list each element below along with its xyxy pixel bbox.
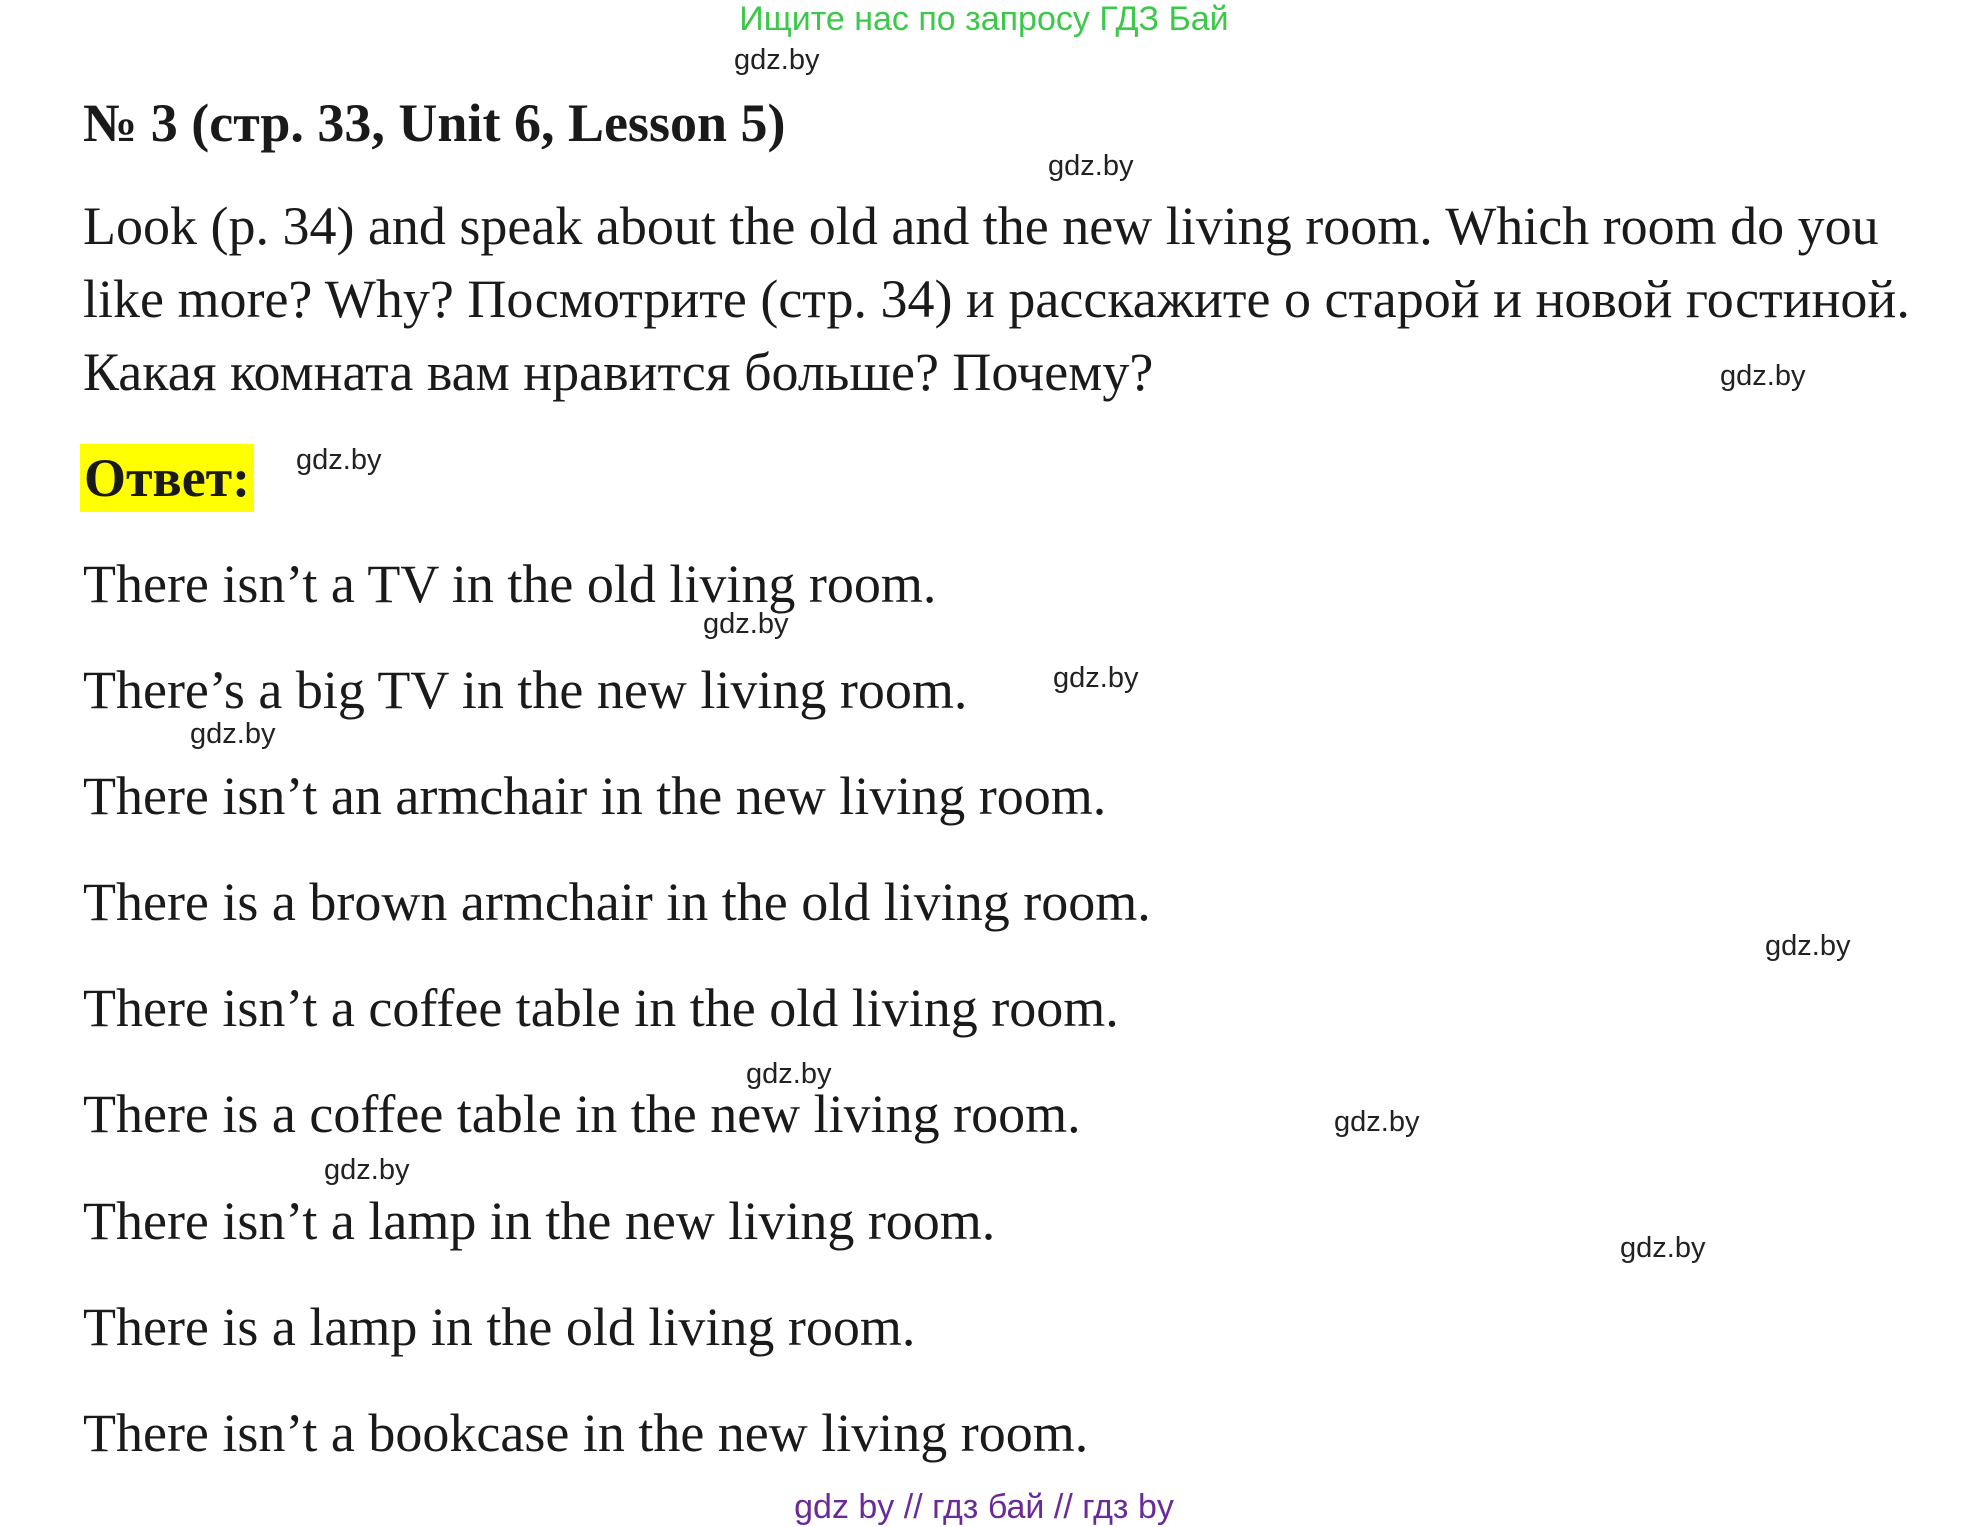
watermark: gdz.by [190, 718, 276, 750]
top-banner: Ищите нас по запросу ГДЗ Бай [739, 0, 1229, 38]
answer-line: There is a lamp in the old living room. [83, 1297, 916, 1357]
answer-line: There is a brown armchair in the old living room. [83, 872, 1151, 932]
answer-line: There isn’t a bookcase in the new living room. [83, 1403, 1089, 1463]
exercise-title: № 3 (стр. 33, Unit 6, Lesson 5) [83, 93, 786, 153]
footer-watermark: gdz by // гдз бай // гдз by [794, 1488, 1174, 1526]
watermark: gdz.by [1053, 662, 1139, 694]
answer-line: There isn’t a lamp in the new living room. [83, 1191, 996, 1251]
watermark: gdz.by [296, 444, 382, 476]
watermark: gdz.by [1620, 1232, 1706, 1264]
answer-line: There isn’t a TV in the old living room. [83, 554, 937, 614]
watermark: gdz.by [324, 1154, 410, 1186]
answer-line: There isn’t an armchair in the new living room. [83, 766, 1107, 826]
answer-line: There isn’t a coffee table in the old living room. [83, 978, 1119, 1038]
answer-line: There is a coffee table in the new living room. [83, 1084, 1081, 1144]
answer-line: There’s a big TV in the new living room. [83, 660, 968, 720]
watermark: gdz.by [1334, 1106, 1420, 1138]
watermark: gdz.by [1720, 360, 1806, 392]
watermark: gdz.by [1048, 150, 1134, 182]
watermark: gdz.by [746, 1058, 832, 1090]
watermark: gdz.by [734, 44, 820, 76]
answer-label: Ответ: [80, 444, 254, 512]
watermark: gdz.by [703, 608, 789, 640]
task-text: Look (p. 34) and speak about the old and the new living room. Which room do you like more? Why? Посмотрите (стр. 34) и расскажите о старой и новой гостиной. Какая комната вам нравится больше? Почему? [83, 196, 1910, 402]
watermark: gdz.by [1765, 930, 1851, 962]
